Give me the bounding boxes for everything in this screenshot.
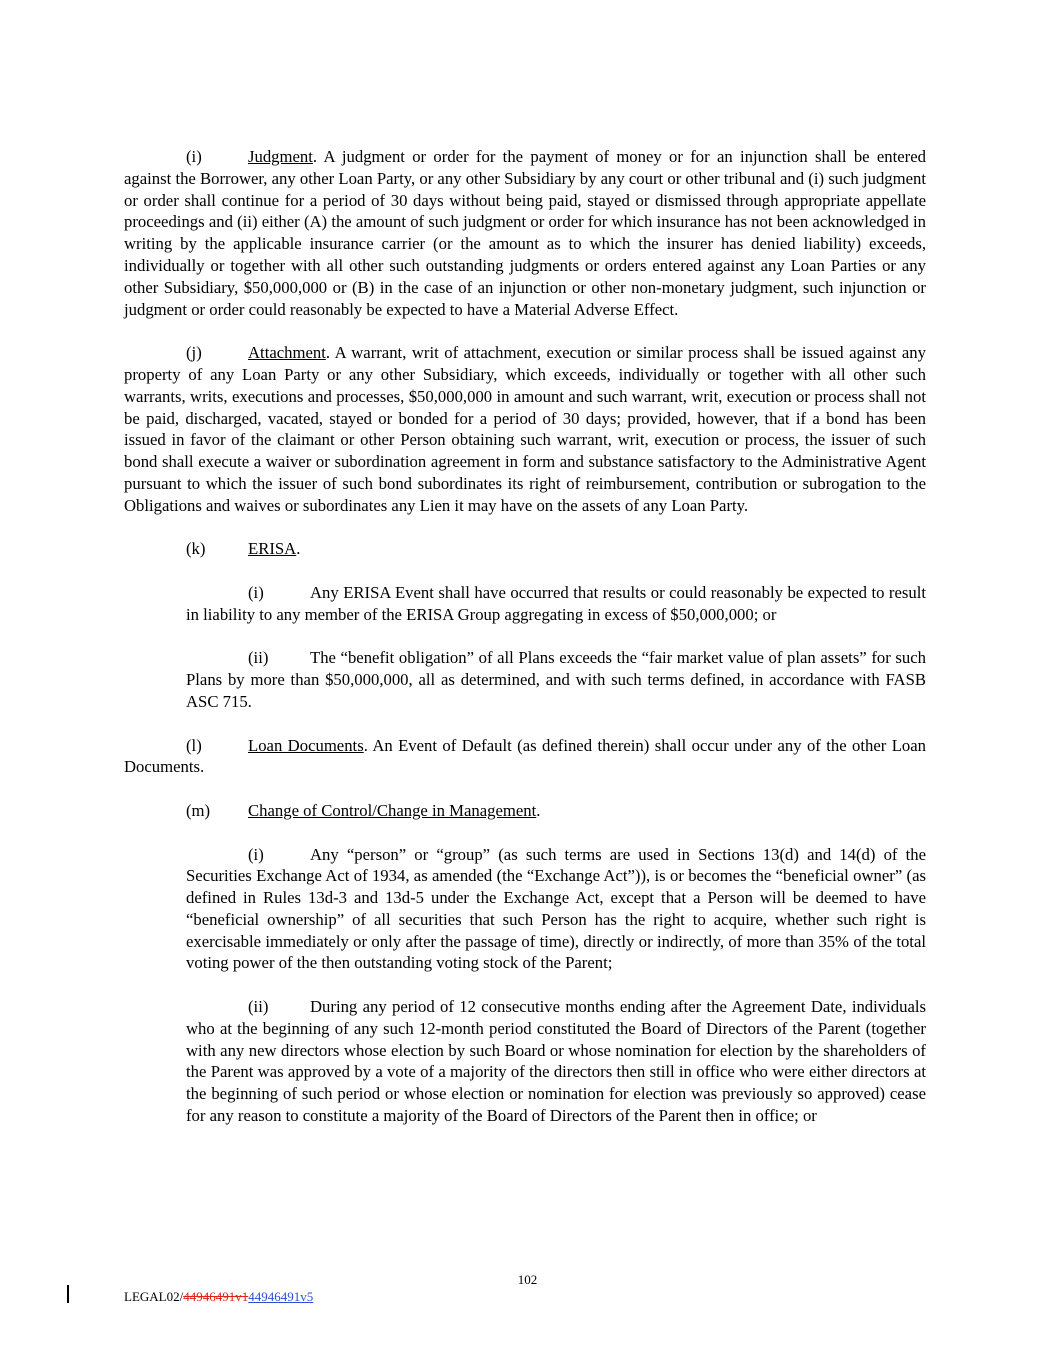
section-text: . A judgment or order for the payment of money or for an injunction shall be entered against the Borrower, any other Loan Party, or any other Subsidiary by any court or other tribunal and (i) such judgment or order shall continue for a period of 30 days without being paid, stayed or dismissed through appropriate appellate proceedings and (ii) either (A) the amount of such judgment or order for which insurance has not been acknowledged in writing by the applicable insurance carrier (or the amount as to which the insurer has denied liability) exceeds, individually or together with all other such outstanding judgments or orders entered against any Loan Parties or any other Subsidiary, $50,000,000 or (B) in the case of an injunction or other non-monetary judgment, such injunction or judgment or order could reasonably be expected to have a Material Adverse Effect. bbox=[124, 147, 926, 319]
section-m-sub-ii bbox=[186, 996, 926, 1127]
section-label: (j) bbox=[186, 343, 202, 363]
section-l-loan-documents bbox=[124, 735, 926, 779]
section-title: ERISA bbox=[248, 539, 297, 559]
document-id-prefix: LEGAL02/ bbox=[124, 1289, 184, 1304]
section-label: (i) bbox=[186, 147, 202, 166]
document-id-inserted: 44946491v5 bbox=[248, 1289, 314, 1304]
section-title: Loan Documents bbox=[248, 735, 364, 755]
section-title: Change of Control/Change in Management bbox=[248, 800, 537, 820]
section-m-sub-i bbox=[186, 844, 926, 975]
section-text: . An Event of Default (as defined therein) shall occur under any of the other Loan Documents. bbox=[124, 735, 926, 777]
section-k-sub-i bbox=[186, 582, 926, 626]
subsection-label: (i) bbox=[248, 582, 264, 602]
section-suffix: . bbox=[536, 800, 541, 820]
document-id-deleted: 44946491v1 bbox=[183, 1289, 249, 1304]
change-bar bbox=[67, 1285, 69, 1303]
section-k-sub-ii bbox=[186, 647, 926, 712]
page-number: 102 bbox=[517, 1272, 538, 1287]
subsection-text: The “benefit obligation” of all Plans exceeds the “fair market value of plan assets” for such Plans by more than $50,000,000, all as determined, and with such terms defined, in accordance with FASB ASC 715. bbox=[186, 648, 926, 711]
section-text: . A warrant, writ of attachment, execution or similar process shall be issued against any property of any Loan Party or any other Subsidiary, which exceeds, individually or together with all other such warrants, writs, executions and processes, $50,000,000 in amount and such warrant, writ, execution or process shall not be paid, discharged, vacated, stayed or bonded for a period of 30 days; provided, however, that if a bond has been issued in favor of the claimant or other Person obtaining such warrant, writ, execution or process, the issuer of such bond shall execute a waiver or subordination agreement in form and substance satisfactory to the Administrative Agent pursuant to which the issuer of such bond subordinates its right of reimbursement, contribution or subrogation to the Obligations and waives or subordinates any Lien it may have on the assets of any Loan Party. bbox=[124, 343, 926, 515]
section-j-attachment bbox=[124, 342, 926, 516]
subsection-label: (i) bbox=[248, 844, 264, 864]
section-title: Attachment bbox=[248, 343, 326, 363]
subsection-label: (ii) bbox=[248, 997, 269, 1017]
subsection-label: (ii) bbox=[248, 648, 269, 668]
section-suffix: . bbox=[296, 539, 301, 559]
section-label: (m) bbox=[186, 800, 211, 820]
document-body bbox=[124, 146, 926, 1149]
section-label: (l) bbox=[186, 735, 202, 755]
document-id bbox=[124, 1289, 313, 1305]
section-m-change-of-control-heading bbox=[186, 800, 926, 822]
subsection-text: Any ERISA Event shall have occurred that results or could reasonably be expected to result in liability to any member of the ERISA Group aggregating in excess of $50,000,000; or bbox=[186, 582, 926, 624]
subsection-text: Any “person” or “group” (as such terms are used in Sections 13(d) and 14(d) of the Securities Exchange Act of 1934, as amended (the “Exchange Act”)), is or becomes the “beneficial owner” (as defined in Rules 13d-3 and 13d-5 under the Exchange Act, except that a Person will be deemed to have “beneficial ownership” of all securities that such Person has the right to acquire, whether such right is exercisable immediately or only after the passage of time), directly or indirectly, of more than 35% of the total voting power of the then outstanding voting stock of the Parent; bbox=[186, 844, 926, 973]
section-i-judgment bbox=[124, 146, 926, 320]
section-label: (k) bbox=[186, 539, 206, 559]
section-k-erisa-heading bbox=[186, 538, 926, 560]
subsection-text: During any period of 12 consecutive months ending after the Agreement Date, individuals who at the beginning of any such 12-month period constituted the Board of Directors of the Parent (together with any new directors whose election by such Board or whose nomination for election by the shareholders of the Parent was approved by a vote of a majority of the directors then still in office who were either directors at the beginning of such period or whose election or nomination for election was previously so approved) cease for any reason to constitute a majority of the Board of Directors of the Parent then in office; or bbox=[186, 997, 926, 1126]
section-title: Judgment bbox=[248, 147, 313, 166]
